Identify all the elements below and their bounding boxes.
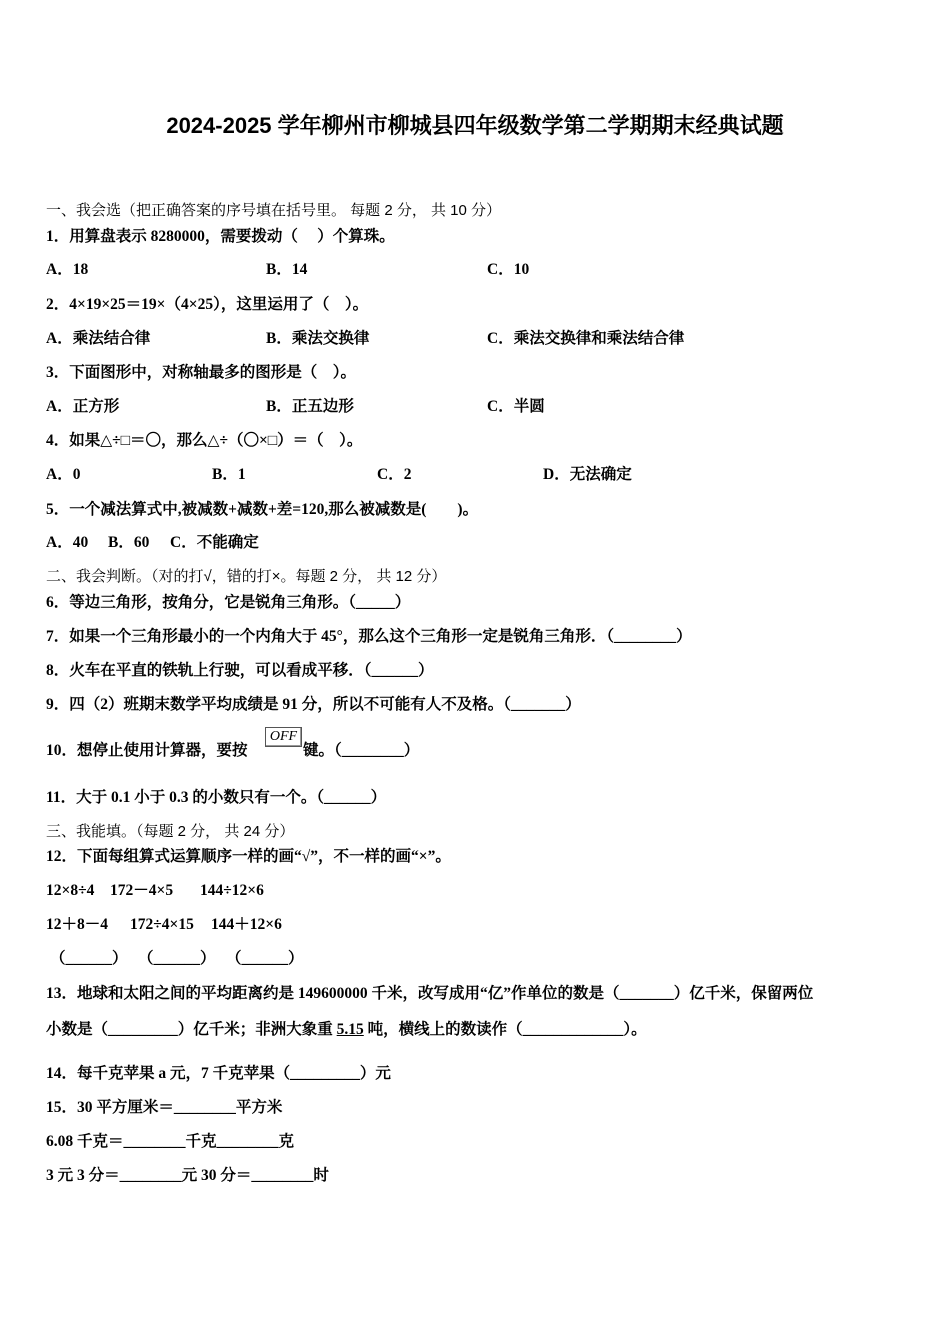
question-7: 7．如果一个三角形最小的一个内角大于 45°，那么这个三角形一定是锐角三角形．（________） [46,628,692,645]
question-3-options [0,397,950,417]
option-c: C．乘法交换律和乘法结合律 [487,330,685,347]
question-12-row-1 [0,881,950,901]
question-10-text: 10．想停止使用计算器，要按 [46,742,248,759]
question-13-text: 小数是（_________）亿千米；非洲大象重 [46,1021,337,1038]
question-1-options [0,260,950,280]
option-a: A．18 [46,261,89,278]
underlined-value: 5.15 [336,1021,364,1038]
question-13-line-1: 13．地球和太阳之间的平均距离约是 149600000 千米，改写成用“亿”作单位的数是（_______）亿千米，保留两位 [46,985,814,1002]
option-c: C．不能确定 [170,534,259,551]
option-c: C．2 [377,466,412,483]
question-12: 12．下面每组算式运算顺序一样的画“√”，不一样的画“×”。 [46,848,451,865]
question-8: 8．火车在平直的铁轨上行驶，可以看成平移．（______） [46,662,434,679]
option-a: A．正方形 [46,398,120,415]
question-1: 1．用算盘表示 8280000，需要拨动（ ）个算珠。 [46,228,395,245]
option-a: A．0 [46,466,81,483]
question-13-text-end: 吨，横线上的数读作（_____________）。 [363,1021,647,1038]
question-15-line-2: 6.08 千克＝________千克________克 [46,1133,295,1150]
question-6: 6．等边三角形，按角分，它是锐角三角形。（_____） [46,594,411,611]
option-a: A．40 [46,534,89,551]
option-b: B．14 [266,261,308,278]
question-5-options [0,533,950,553]
expression: 12＋8－4 [46,916,109,933]
section-3-header: 三、我能填。（每题 2 分， 共 24 分） [46,823,295,840]
question-4-options [0,465,950,485]
section-1-header: 一、我会选（把正确答案的序号填在括号里。 每题 2 分， 共 10 分） [46,202,502,219]
question-10-text-end: 键。（________） [303,742,420,759]
expression: 144＋12×6 [211,916,282,933]
answer-blank: （______） [138,950,216,967]
question-9: 9．四（2）班期末数学平均成绩是 91 分，所以不可能有人不及格。（_______） [46,696,581,713]
option-d: D．无法确定 [543,466,632,483]
question-14: 14．每千克苹果 a 元，7 千克苹果（_________）元 [46,1065,391,1082]
off-key-icon: OFF [265,727,302,747]
option-a: A．乘法结合律 [46,330,151,347]
expression: 144÷12×6 [200,882,264,899]
question-12-row-2 [0,915,950,935]
option-b: B．正五边形 [266,398,354,415]
question-15-line-1: 15．30 平方厘米＝________平方米 [46,1099,283,1116]
question-3: 3．下面图形中，对称轴最多的图形是（ ）。 [46,364,357,381]
expression: 172÷4×15 [130,916,194,933]
question-2-options [0,329,950,349]
question-5: 5．一个减法算式中,被减数+减数+差=120,那么被减数是( )。 [46,501,479,518]
page-title: 2024-2025 学年柳州市柳城县四年级数学第二学期期末经典试题 [166,113,784,138]
answer-blank: （______） [50,950,128,967]
expression: 172－4×5 [110,882,174,899]
option-b: B．1 [212,466,246,483]
answer-blank: （______） [226,950,304,967]
question-2: 2．4×19×25＝19×（4×25），这里运用了（ ）。 [46,296,369,313]
option-c: C．半圆 [487,398,545,415]
option-c: C．10 [487,261,530,278]
option-b: B．60 [108,534,150,551]
question-13-line-2 [46,1020,647,1040]
question-4: 4．如果△÷□＝〇，那么△÷（〇×□）＝（ ）。 [46,432,363,449]
expression: 12×8÷4 [46,882,95,899]
section-2-header: 二、我会判断。（对的打√，错的打×。每题 2 分， 共 12 分） [46,568,447,585]
question-12-blanks [0,949,950,969]
question-11: 11．大于 0.1 小于 0.3 的小数只有一个。（______） [46,789,387,806]
question-15-line-3: 3 元 3 分＝________元 30 分＝________时 [46,1167,329,1184]
option-b: B．乘法交换律 [266,330,370,347]
